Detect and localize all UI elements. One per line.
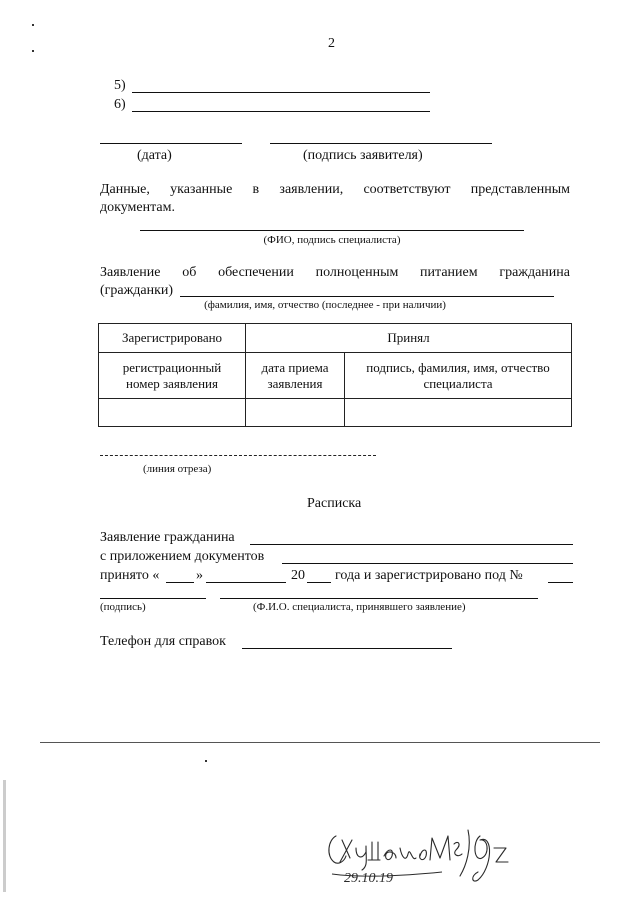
table-col-specialist xyxy=(345,353,572,399)
table-col-specialist-l2: специалиста xyxy=(423,375,493,391)
statement-text-line2: (гражданки) xyxy=(100,283,174,298)
table-header-registered: Зарегистрировано xyxy=(99,324,246,353)
date-label: (дата) xyxy=(137,148,172,163)
receipt-applicant-line xyxy=(250,544,573,545)
page-number: 2 xyxy=(328,36,335,51)
signature-stroke xyxy=(420,850,427,860)
table-cell-empty xyxy=(246,399,345,427)
scan-mark xyxy=(32,24,34,26)
signature-stroke xyxy=(473,836,490,881)
table-col-specialist-l1: подпись, фамилия, имя, отчество xyxy=(366,359,550,375)
receipt-phone-line xyxy=(242,648,452,649)
verification-text-line1: Данные, указанные в заявлении, соответствуют представленным xyxy=(100,182,570,197)
signature-stroke xyxy=(368,842,380,860)
table-cell-empty xyxy=(99,399,246,427)
signature-stroke xyxy=(400,848,416,859)
receipt-day-line xyxy=(166,582,194,583)
statement-text-line1: Заявление об обеспечении полноценным питанием гражданина xyxy=(100,265,570,280)
receipt-signature-label: (подпись) xyxy=(100,601,146,613)
receipt-signature-line xyxy=(100,598,206,599)
signature-stroke xyxy=(329,836,346,863)
table-cell-empty xyxy=(345,399,572,427)
date-line xyxy=(100,143,242,144)
cut-line xyxy=(100,455,376,456)
receipt-month-line xyxy=(206,582,286,583)
receipt-phone-label: Телефон для справок xyxy=(100,634,226,649)
applicant-signature-label: (подпись заявителя) xyxy=(303,148,423,163)
receipt-applicant-label: Заявление гражданина xyxy=(100,530,235,545)
specialist-line xyxy=(140,230,524,231)
citizen-name-hint: (фамилия, имя, отчество (последнее - при наличии) xyxy=(204,299,446,311)
table-col-registration-number-l1: регистрационный xyxy=(122,359,222,375)
signature-stroke xyxy=(460,830,469,876)
receipt-year-prefix: 20 xyxy=(291,568,305,583)
receipt-year-line xyxy=(307,582,331,583)
table-col-acceptance-date xyxy=(246,353,345,399)
table-col-registration-number-l2: номер заявления xyxy=(126,375,218,391)
receipt-number-line xyxy=(548,582,573,583)
signature-stroke xyxy=(454,842,462,855)
signature-stroke xyxy=(356,846,366,870)
table-col-acceptance-date-l2: заявления xyxy=(267,375,323,391)
table-col-registration-number xyxy=(99,353,246,399)
scan-mark xyxy=(32,50,34,52)
bottom-rule xyxy=(40,742,600,743)
signature-stroke xyxy=(430,836,450,860)
list-item-6-line xyxy=(132,111,430,112)
verification-text-line2: документам. xyxy=(100,200,175,215)
applicant-signature-line xyxy=(270,143,492,144)
receipt-title: Расписка xyxy=(307,496,362,511)
list-item-5-number: 5) xyxy=(114,78,126,93)
table-header-accepted: Принял xyxy=(246,324,572,353)
scan-edge-mark xyxy=(3,780,6,892)
receipt-specialist-line xyxy=(220,598,538,599)
specialist-label: (ФИО, подпись специалиста) xyxy=(263,234,401,246)
receipt-documents-label: с приложением документов xyxy=(100,549,265,564)
receipt-specialist-label: (Ф.И.О. специалиста, принявшего заявление) xyxy=(253,601,466,613)
registration-table xyxy=(98,323,572,427)
table-col-acceptance-date-l1: дата приема xyxy=(261,359,329,375)
citizen-name-line xyxy=(180,296,554,297)
handwritten-signature xyxy=(322,818,522,896)
signature-stroke xyxy=(340,840,352,862)
scan-mark xyxy=(205,760,207,762)
receipt-quote-close: » xyxy=(196,568,203,583)
signature-stroke xyxy=(384,850,396,860)
list-item-5-line xyxy=(132,92,430,93)
list-item-6-number: 6) xyxy=(114,97,126,112)
receipt-documents-line xyxy=(282,563,573,564)
receipt-accepted-prefix: принято « xyxy=(100,568,160,583)
signature-date: 29.10.19 xyxy=(344,871,393,886)
signature-stroke xyxy=(494,848,508,862)
cut-line-label: (линия отреза) xyxy=(143,463,212,475)
receipt-year-suffix: года и зарегистрировано под № xyxy=(335,568,523,583)
